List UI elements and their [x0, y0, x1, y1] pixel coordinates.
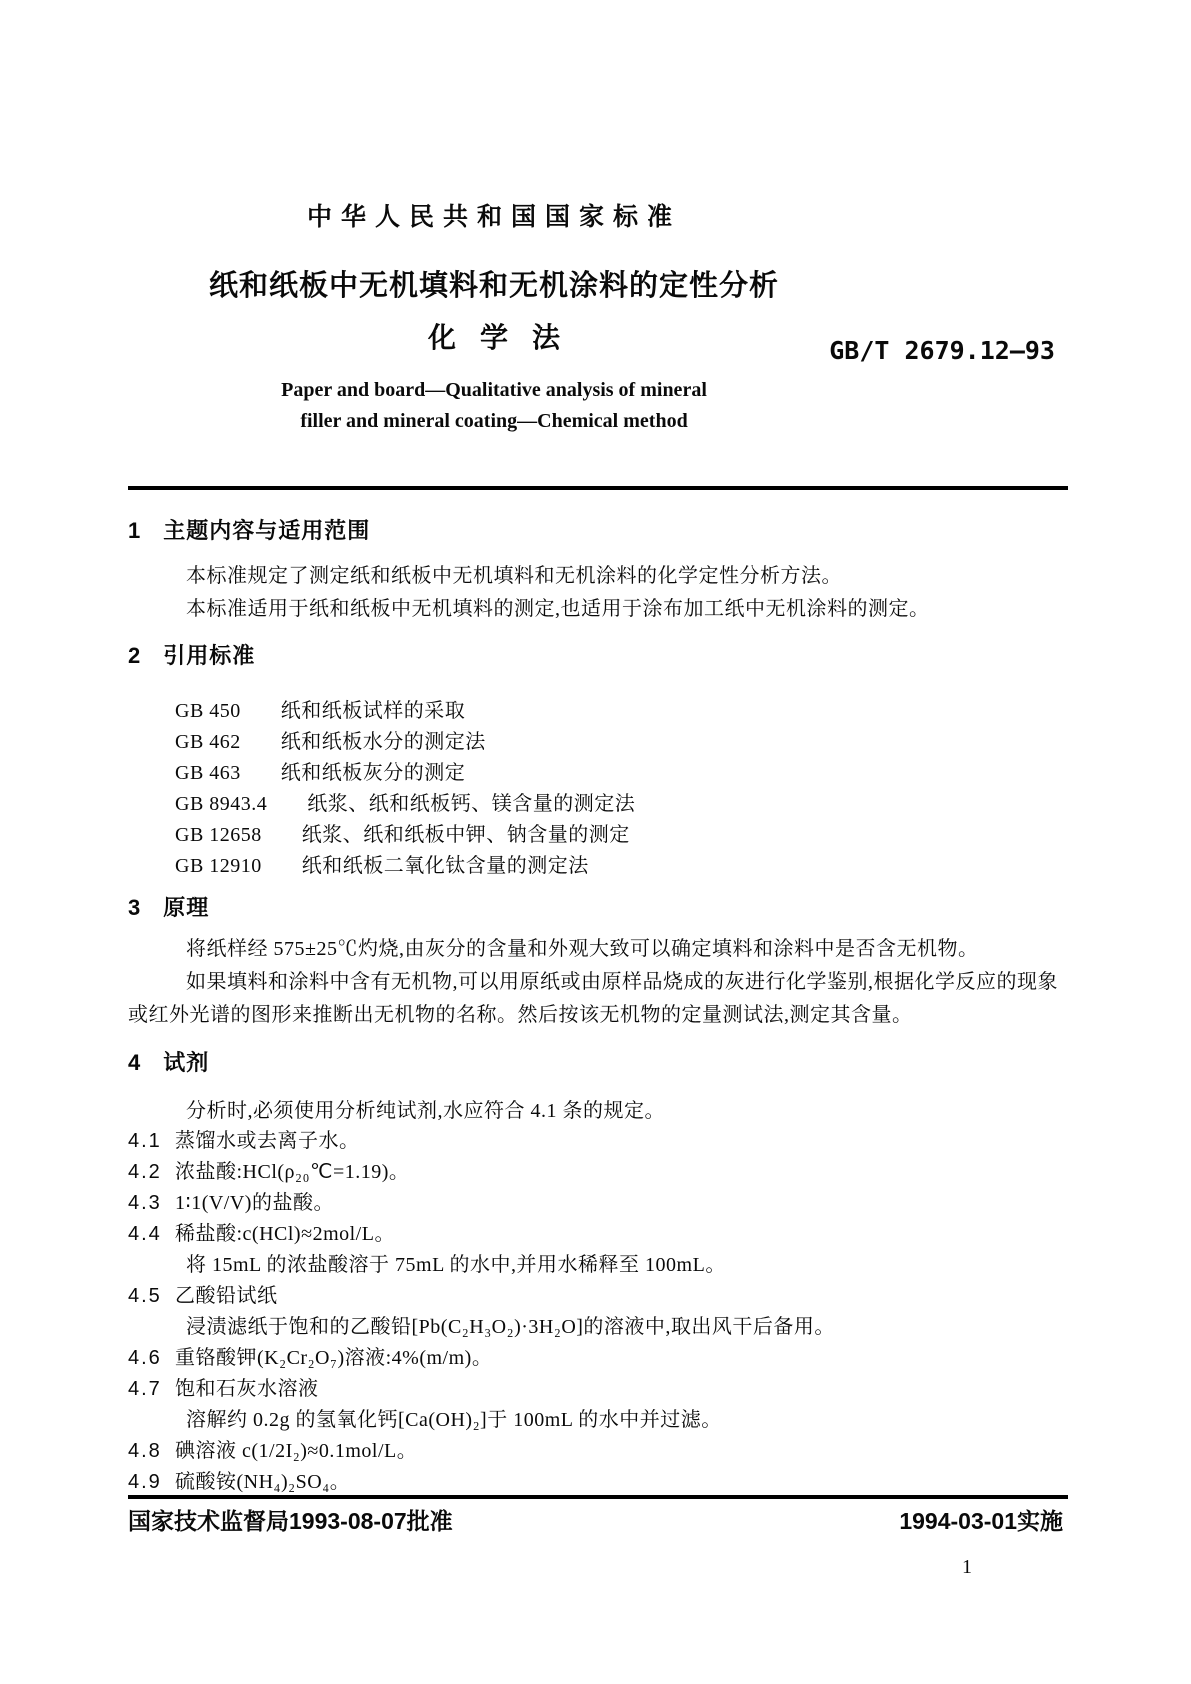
- reagent-row: [128, 1281, 1068, 1312]
- section-2-title: 引用标准: [163, 643, 256, 668]
- reference-code: GB 450: [175, 700, 241, 722]
- reagent-row: [128, 1436, 1068, 1467]
- reagent-text: 碘溶液 c(1/2I₂)≈0.1mol/L。: [175, 1440, 418, 1462]
- reagent-row: [128, 1374, 1068, 1405]
- reference-row: [175, 820, 1068, 851]
- reagent-number: 4.1: [128, 1130, 162, 1152]
- reference-title: 纸浆、纸和纸板中钾、钠含量的测定: [301, 824, 630, 846]
- section-4-intro: 分析时,必须使用分析纯试剂,水应符合 4.1 条的规定。: [186, 1100, 665, 1122]
- reference-title: 纸和纸板水分的测定法: [280, 731, 486, 753]
- reagent-text: 硫酸铵(NH₄)₂SO₄。: [175, 1471, 351, 1493]
- footer-implementation: 1994-03-01实施: [899, 1508, 1063, 1534]
- reagent-number: 4.5: [128, 1285, 162, 1307]
- reagent-row: [128, 1126, 1068, 1157]
- reagent-text: 饱和石灰水溶液: [175, 1378, 319, 1400]
- reference-title: 纸和纸板灰分的测定: [280, 762, 466, 784]
- reference-list: [128, 696, 1068, 882]
- reagent-number: 4.9: [128, 1471, 162, 1493]
- section-2-number: 2: [128, 643, 142, 668]
- reagent-note: 溶解约 0.2g 的氢氧化钙[Ca(OH)₂]于 100mL 的水中并过滤。: [186, 1409, 722, 1431]
- reagent-row: [128, 1157, 1068, 1188]
- reagent-note: 浸渍滤纸于饱和的乙酸铅[Pb(C₂H₃O₂)·3H₂O]的溶液中,取出风干后备用。: [186, 1316, 835, 1338]
- standard-label: 中华人民共和国国家标准: [306, 203, 681, 231]
- section-4-number: 4: [128, 1050, 142, 1075]
- reference-row: [175, 727, 1068, 758]
- paragraph: 本标准适用于纸和纸板中无机填料的测定,也适用于涂布加工纸中无机涂料的测定。: [186, 598, 930, 620]
- section-4-heading: [128, 1046, 1068, 1079]
- reference-code: GB 12658: [175, 824, 262, 846]
- paragraph: 如果填料和涂料中含有无机物,可以用原纸或由原样品烧成的灰进行化学鉴别,根据化学反应的现象或红外光谱的图形来推断出无机物的名称。然后按该无机物的定量测试法,测定其含量。: [128, 971, 1058, 1026]
- reagent-number: 4.4: [128, 1223, 162, 1245]
- paragraph: 本标准规定了测定纸和纸板中无机填料和无机涂料的化学定性分析方法。: [186, 565, 842, 587]
- header-rule: [128, 486, 1068, 490]
- reagent-row: [128, 1467, 1068, 1498]
- reference-row: [175, 789, 1068, 820]
- section-1-number: 1: [128, 518, 142, 543]
- reference-row: [175, 696, 1068, 727]
- section-3-heading: [128, 891, 1068, 924]
- doc-title-sub: 化学法: [427, 322, 584, 353]
- reagent-text: 乙酸铅试纸: [175, 1285, 278, 1307]
- doc-title-en-line1: Paper and board—Qualitative analysis of mineral: [281, 379, 707, 401]
- section-4-title: 试剂: [163, 1050, 210, 1075]
- reagent-number: 4.7: [128, 1378, 162, 1400]
- reagent-text: 浓盐酸:HCl(ρ₂₀℃=1.19)。: [175, 1161, 410, 1183]
- reagent-text: 蒸馏水或去离子水。: [175, 1130, 360, 1152]
- section-3-number: 3: [128, 895, 142, 920]
- reagent-number: 4.6: [128, 1347, 162, 1369]
- footer-rule: [128, 1495, 1068, 1499]
- doc-title-cn: 纸和纸板中无机填料和无机涂料的定性分析: [208, 270, 779, 302]
- reagent-note: 将 15mL 的浓盐酸溶于 75mL 的水中,并用水稀释至 100mL。: [186, 1254, 726, 1276]
- document-body: [128, 514, 1068, 1498]
- standard-number: GB/T 2679.12—93: [829, 336, 1055, 365]
- reagent-row: [128, 1343, 1068, 1374]
- reference-code: GB 8943.4: [175, 793, 268, 815]
- reference-title: 纸浆、纸和纸板钙、镁含量的测定法: [307, 793, 636, 815]
- footer: [128, 1503, 1063, 1536]
- footer-approval: 国家技术监督局1993-08-07批准: [128, 1508, 453, 1534]
- reference-title: 纸和纸板二氧化钛含量的测定法: [301, 855, 589, 877]
- reference-code: GB 12910: [175, 855, 262, 877]
- reagent-text: 1∶1(V/V)的盐酸。: [175, 1192, 334, 1214]
- section-1-heading: [128, 514, 1068, 547]
- reference-code: GB 463: [175, 762, 241, 784]
- reagent-number: 4.3: [128, 1192, 162, 1214]
- reagent-number: 4.2: [128, 1161, 162, 1183]
- reference-row: [175, 851, 1068, 882]
- page-number: 1: [962, 1556, 972, 1578]
- section-1-title: 主题内容与适用范围: [163, 518, 371, 543]
- reference-row: [175, 758, 1068, 789]
- reference-code: GB 462: [175, 731, 241, 753]
- section-2-heading: [128, 639, 1068, 672]
- reagent-number: 4.8: [128, 1440, 162, 1462]
- reagent-text: 稀盐酸:c(HCl)≈2mol/L。: [175, 1223, 395, 1245]
- reagent-row: [128, 1219, 1068, 1250]
- paragraph: 将纸样经 575±25℃灼烧,由灰分的含量和外观大致可以确定填料和涂料中是否含无机物。: [186, 938, 979, 960]
- doc-title-en-line2: filler and mineral coating—Chemical method: [300, 410, 688, 432]
- reagent-list: [128, 1126, 1068, 1498]
- reagent-text: 重铬酸钾(K₂Cr₂O₇)溶液:4%(m/m)。: [175, 1347, 493, 1369]
- reagent-row: [128, 1188, 1068, 1219]
- reference-title: 纸和纸板试样的采取: [280, 700, 466, 722]
- section-3-title: 原理: [163, 895, 210, 920]
